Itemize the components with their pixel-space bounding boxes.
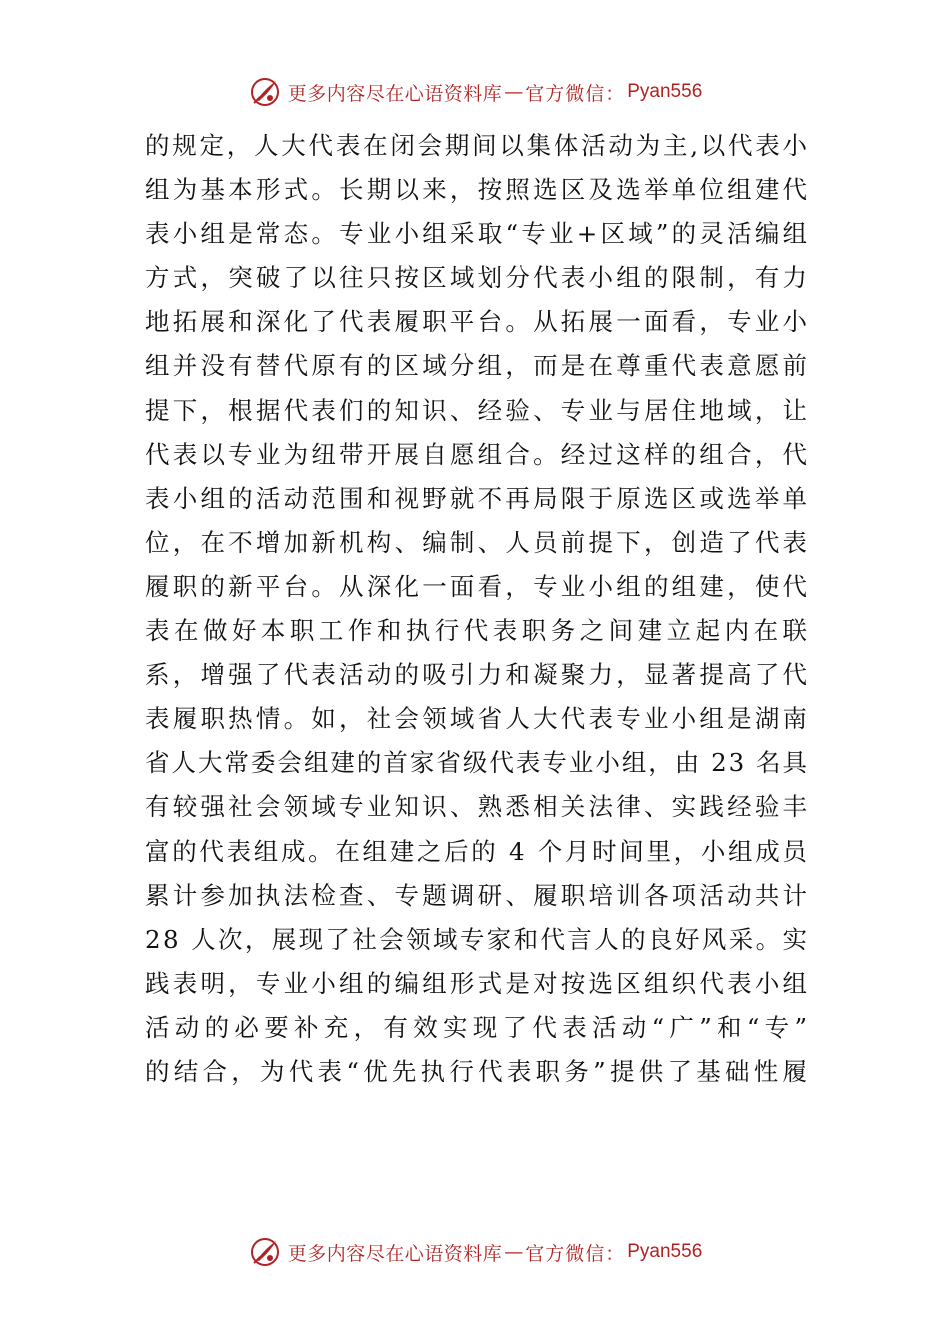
body-line: 提下，根据代表们的知识、经验、专业与居住地域，让 [145,395,811,425]
body-line: 表在做好本职工作和执行代表职务之间建立起内在联 [145,616,812,646]
body-line: 代表以专业为纽带开展自愿组合。经过这样的组合，代 [145,439,811,469]
document-body [145,124,813,1094]
body-line: 表小组的活动范围和视野就不再局限于原选区或选举单 [145,483,811,513]
body-line: 28 人次，展现了社会领域专家和代言人的良好风采。实 [145,924,810,954]
body-line: 位，在不增加新机构、编制、人员前提下，创造了代表 [145,527,811,557]
body-line: 活动的必要补充，有效实现了代表活动“广”和“专” [145,1012,813,1042]
footer-separator: — [504,1241,524,1263]
body-line: 的规定，人大代表在闭会期间以集体活动为主,以代表小 [145,131,810,160]
body-line: 表履职热情。如，社会领域省人大代表专业小组是湖南 [145,704,811,734]
logo-quill-icon [248,75,282,109]
body-line: 的结合，为代表“优先执行代表职务”提供了基础性履 [145,1056,812,1086]
body-line: 组为基本形式。长期以来，按照选区及选举单位组建代 [145,175,811,205]
header-banner [0,72,950,112]
footer-banner [0,1232,950,1272]
body-line: 地拓展和深化了代表履职平台。从拓展一面看，专业小 [145,307,811,337]
header-site-text: 更多内容尽在心语资料库 [287,82,503,105]
logo-quill-icon [248,1235,282,1269]
body-line: 省人大常委会组建的首家省级代表专业小组，由 23 名具 [145,748,809,778]
body-line: 表小组是常态。专业小组采取“专业+区域”的灵活编组 [145,219,811,249]
body-line: 履职的新平台。从深化一面看，专业小组的组建，使代 [145,571,811,601]
body-line: 践表明，专业小组的编组形式是对按选区组织代表小组 [145,968,811,998]
body-line: 组并没有替代原有的区域分组，而是在尊重代表意愿前 [145,351,811,381]
header-wechat-label: 官方微信： [525,82,626,105]
body-line: 方式，突破了以往只按区域划分代表小组的限制，有力 [145,263,811,293]
body-line: 富的代表组成。在组建之后的 4 个月时间里，小组成员 [145,836,810,866]
footer-wechat-id: Pyan556 [627,1241,703,1262]
body-line: 有较强社会领域专业知识、熟悉相关法律、实践经验丰 [145,792,811,822]
footer-site-text: 更多内容尽在心语资料库 [287,1242,503,1265]
body-line: 累计参加执法检查、专题调研、履职培训各项活动共计 [145,880,811,910]
body-line: 系，增强了代表活动的吸引力和凝聚力，显著提高了代 [145,660,811,690]
footer-wechat-label: 官方微信： [525,1242,626,1265]
header-wechat-id: Pyan556 [627,81,703,102]
header-separator: — [504,81,524,103]
